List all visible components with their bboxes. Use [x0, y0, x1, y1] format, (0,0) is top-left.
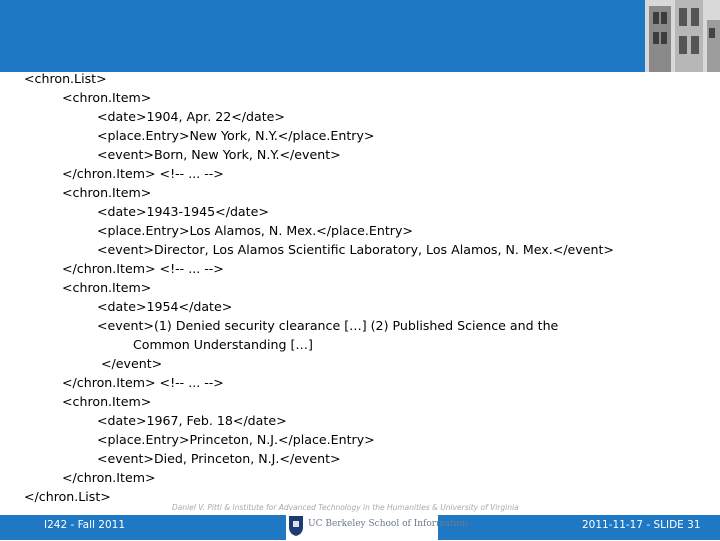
code-line: <chron.Item>	[62, 394, 152, 409]
code-line: <date>1904, Apr. 22</date>	[97, 109, 285, 124]
code-line: <date>1943-1945</date>	[97, 204, 269, 219]
code-line: <event>(1) Denied security clearance […] (2) Published Science and the	[97, 318, 559, 333]
code-line: </chron.Item> <!-- ... -->	[62, 375, 224, 390]
logo-text: UC Berkeley School of Information	[308, 519, 468, 529]
code-line: </chron.Item>	[62, 470, 156, 485]
code-line: <event>Born, New York, N.Y.</event>	[97, 147, 341, 162]
code-line: <place.Entry>New York, N.Y.</place.Entry>	[97, 128, 375, 143]
building-photo	[645, 0, 720, 72]
code-line: </chron.Item> <!-- ... -->	[62, 261, 224, 276]
code-line: <event>Died, Princeton, N.J.</event>	[97, 451, 341, 466]
header-band	[0, 0, 720, 72]
code-line: <event>Director, Los Alamos Scientific Laboratory, Los Alamos, N. Mex.</event>	[97, 242, 614, 257]
code-line: <chron.Item>	[62, 185, 152, 200]
code-line: <chron.List>	[24, 71, 107, 86]
code-line: </chron.List>	[24, 489, 111, 504]
school-logo	[286, 512, 468, 540]
code-line: <date>1954</date>	[97, 299, 233, 314]
code-line: Common Understanding […]	[133, 337, 313, 352]
code-line: <place.Entry>Princeton, N.J.</place.Entry>	[97, 432, 375, 447]
course-label: I242 - Fall 2011	[44, 519, 126, 531]
berkeley-shield-icon	[288, 515, 304, 541]
code-line: <chron.Item>	[62, 90, 152, 105]
code-line: </event>	[101, 356, 163, 371]
code-line: <chron.Item>	[62, 280, 152, 295]
slide-number: 2011-11-17 - SLIDE 31	[582, 519, 701, 531]
footer-credit: Daniel V. Pitti & Institute for Advanced Technology in the Humanities & University of Virginia	[172, 503, 519, 512]
code-line: </chron.Item> <!-- ... -->	[62, 166, 224, 181]
code-line: <place.Entry>Los Alamos, N. Mex.</place.Entry>	[97, 223, 413, 238]
code-line: <date>1967, Feb. 18</date>	[97, 413, 287, 428]
